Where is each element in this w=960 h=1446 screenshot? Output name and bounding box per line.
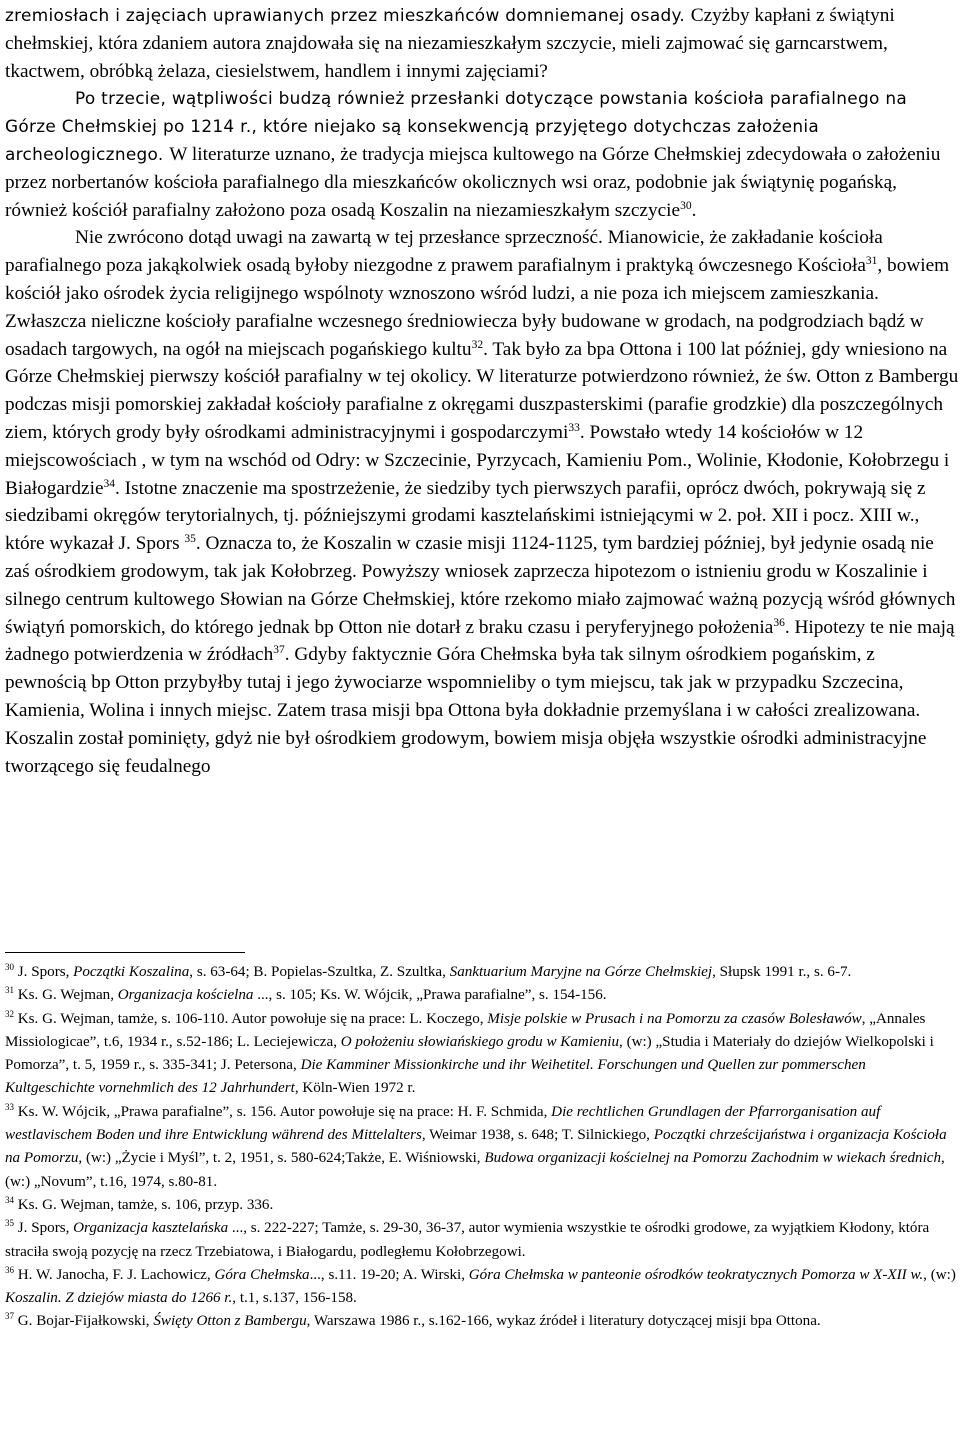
footnote-ref[interactable]: 36	[773, 616, 785, 629]
footnote-ref[interactable]: 37	[273, 644, 285, 657]
paragraph: zremiosłach i zajęciach uprawianych przez mieszkańców domniemanej osady. Czyżby kapłani z świątyni chełmskiej, która zdaniem autora znajdowała się na niezamieszkałym szczycie, mieli zajmować się garncarstwem, tkactwem, obróbką żelaza, ciesielstwem, handlem i innymi zajęciami?	[5, 5, 895, 82]
footnote: $^{31}$ Ks. G. Wejman, Organizacja kościelna ..., s. 105; Ks. W. Wójcik, „Prawa parafialne”, s. 154-156.	[5, 985, 607, 1004]
main-text	[5, 2, 960, 780]
footnote-ref[interactable]: 33	[568, 421, 580, 434]
footnote-separator	[5, 952, 245, 953]
footnote-ref[interactable]: 31	[865, 255, 878, 268]
footnote-ref[interactable]: 35	[184, 533, 196, 546]
paragraph: Nie zwrócono dotąd uwagi na zawartą w tej przesłance sprzeczność. Mianowicie, że zakładanie kościoła parafialnego poza jakąkolwiek osadą byłoby niezgodne z prawem parafialnym i praktyką ówczesnego Kościoła$^{31}$, bowiem kościół jako ośrodek życia religijnego wspólnoty wznoszono wśród ludzi, a nie poza ich miejscem zamieszkania. Zwłaszcza nieliczne kościoły parafialne wczesnego średniowiecza były budowane w grodach, na podgrodziach bądź w osadach targowych, na ogół na miejscach pogańskiego kultu$^{32}$. Tak było za bpa Ottona i 100 lat później, gdy wniesiono na Górze Chełmskiej pierwszy kościół parafialny w tej okolicy. W literaturze potwierdzono również, że św. Otton z Bambergu podczas misji pomorskiej zakładał kościoły parafialne z okręgami duszpasterskimi (parafie grodzkie) dla poszczególnych ziem, których grody były ośrodkami administracyjnymi i gospodarczymi$^{33}$. Powstało wtedy 14 kościołów w 12 miejscowościach , w tym na wschód od Odry: w Szczecinie, Pyrzycach, Kamieniu Pom., Wolinie, Kłodonie, Kołobrzegu i Białogardzie$^{34}$. Istotne znaczenie ma spostrzeżenie, że siedziby tych pierwszych parafii, oprócz dwóch, pokrywają się z siedzibami okręgów terytorialnych, tj. późniejszymi grodami kasztelańskimi istniejącymi w 2. poł. XII i pocz. XIII w., które wykazał J. Spors $^{35}$. Oznacza to, że Koszalin w czasie misji 1124-1125, tym bardziej później, był jedynie osadą nie zaś ośrodkiem grodowym, tak jak Kołobrzeg. Powyższy wniosek zaprzecza hipotezom o istnieniu grodu w Koszalinie i silnego centrum kultowego Słowian na Górze Chełmskiej, które rzekomo miało zajmować ważną pozycją wśród głównych świątyń pomorskich, do którego jednak bp Otton nie dotarł z braku czasu i peryferyjnego położenia$^{36}$. Hipotezy te nie mają żadnego potwierdzenia w źródłach$^{37}$. Gdyby faktycznie Góra Chełmska była tak silnym ośrodkiem pogańskim, z pewnością bp Otton przybyłby tutaj i jego żywociarze wspomnieliby o tym miejscu, tak jak w przypadku Szczecina, Kamienia, Wolina i innych miejsc. Zatem trasa misji bpa Ottona była dokładnie przemyślana i w całości zrealizowana. Koszalin został pominięty, gdyż nie był ośrodkiem grodowym, bowiem misja objęła wszystkie ośrodki administracyjne tworzącego się feudalnego	[5, 227, 959, 777]
footnote: $^{37}$ G. Bojar-Fijałkowski, Święty Otton z Bambergu, Warszawa 1986 r., s.162-166, wykaz źródeł i literatury dotyczącej misji bpa Ottona.	[5, 1311, 821, 1330]
footnote: $^{36}$ H. W. Janocha, F. J. Lachowicz, Góra Chełmska..., s.11. 19-20; A. Wirski, Góra Chełmska w panteonie ośrodków teokratycznych Pomorza w X-XII w., (w:) Koszalin. Z dziejów miasta do 1266 r., t.1, s.137, 156-158.	[5, 1264, 956, 1307]
footnote: $^{30}$ J. Spors, Początki Koszalina, s. 63-64; B. Popielas-Szultka, Z. Szultka, Sanktuarium Maryjne na Górze Chełmskiej, Słupsk 1991 r., s. 6-7.	[5, 962, 852, 980]
footnote-ref[interactable]: 32	[471, 338, 484, 351]
footnote: $^{34}$ Ks. G. Wejman, tamże, s. 106, przyp. 336.	[5, 1194, 274, 1213]
paragraph: Po trzecie, wątpliwości budzą również przesłanki dotyczące powstania kościoła parafialnego na Górze Chełmskiej po 1214 r., które niejako są konsekwencją przyjętego dotychczas założenia archeologicznego. W literaturze uznano, że tradycja miejsca kultowego na Górze Chełmskiej zdecydowała o założeniu przez norbertanów kościoła parafialnego dla mieszkańców okolicznych wsi oraz, podobnie jak świątynię pogańską, również kościół parafialny założono poza osadą Koszalin na niezamieszkałym szczycie$^{30}$.	[5, 88, 941, 221]
footnote-ref[interactable]: 34	[103, 477, 116, 490]
footnotes	[5, 961, 957, 1334]
footnote: $^{33}$ Ks. W. Wójcik, „Prawa parafialne”, s. 156. Autor powołuje się na prace: H. F. Schmida, Die rechtlichen Grundlagen der Pfarrorganisation auf westlavischem Boden und ihre Entwicklung während des Mittelalters, Weimar 1938, s. 648; T. Silnickiego, Początki chrześcijaństwa i organizacja Kościoła na Pomorzu, (w:) „Życie i Myśl”, t. 2, 1951, s. 580-624;Także, E. Wiśniowski, Budowa organizacji kościelnej na Pomorzu Zachodnim w wiekach średnich, (w:) „Novum”, t.16, 1974, s.80-81.	[5, 1101, 947, 1190]
footnote: $^{35}$ J. Spors, Organizacja kasztelańska ..., s. 222-227; Tamże, s. 29-30, 36-37, autor wymienia wszystkie te ośrodki grodowe, za wyjątkiem Kłodony, która straciła swoją pozycję na rzecz Trzebiatowa, i Białogardu, podległemu Kołobrzegowi.	[5, 1218, 930, 1260]
footnote: $^{32}$ Ks. G. Wejman, tamże, s. 106-110. Autor powołuje się na prace: L. Koczego, Misje polskie w Prusach i na Pomorzu za czasów Bolesławów, „Annales Missiologicae”, t.6, 1934 r., s.52-186; L. Leciejewicza, O położeniu słowiańskiego grodu w Kamieniu, (w:) „Studia i Materiały do dziejów Wielkopolski i Pomorza”, t. 5, 1959 r., s. 335-341; J. Petersona, Die Kamminer Missionkirche und ihr Weihetitel. Forschungen und Quellen zur pommerschen Kultgeschichte vornehmlich des 12 Jahrhundert, Köln-Wien 1972 r.	[5, 1008, 934, 1097]
footnote-ref[interactable]: 30	[680, 199, 692, 212]
